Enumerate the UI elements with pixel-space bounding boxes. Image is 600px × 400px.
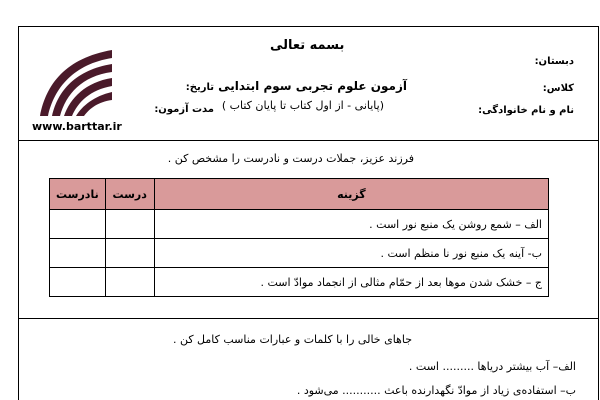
option-column-header: گزینه bbox=[154, 179, 548, 210]
exam-title: آزمون علوم تجربی سوم ابتدایی bbox=[218, 79, 407, 93]
barttar-logo bbox=[36, 44, 116, 124]
statement-cell: ب- آینه یک منبع نور نا منظم است . bbox=[154, 239, 548, 268]
fill-blank-item: ب– استفاده‌ی زیاد از موادّ نگهدارنده باعث ........... می‌شود . bbox=[296, 384, 576, 397]
statement-cell: ج – خشک شدن موها بعد از حمّام مثالی از انجماد موادّ است . bbox=[154, 268, 548, 297]
correct-answer-cell[interactable] bbox=[105, 268, 154, 297]
school-label: دبستان: bbox=[534, 56, 574, 67]
incorrect-answer-cell[interactable] bbox=[50, 239, 106, 268]
section2-instruction: جاهای خالی را با کلمات و عبارات مناسب کامل کن . bbox=[172, 333, 412, 346]
exam-scope: (پایانی - از اول کتاب تا پایان کتاب ) bbox=[221, 99, 384, 112]
correct-answer-cell[interactable] bbox=[105, 210, 154, 239]
incorrect-answer-cell[interactable] bbox=[50, 210, 106, 239]
duration-label: مدت آزمون: bbox=[154, 104, 214, 115]
bismillah: بسمه تعالی bbox=[270, 38, 345, 53]
table-row bbox=[50, 268, 549, 297]
true-false-table bbox=[49, 178, 549, 297]
table-header-row bbox=[50, 179, 549, 210]
header-divider bbox=[18, 140, 599, 141]
statement-cell: الف – شمع روشن یک منبع نور است . bbox=[154, 210, 548, 239]
correct-answer-cell[interactable] bbox=[105, 239, 154, 268]
correct-column-header: درست bbox=[105, 179, 154, 210]
incorrect-answer-cell[interactable] bbox=[50, 268, 106, 297]
website-url: www.barttar.ir bbox=[32, 120, 122, 133]
incorrect-column-header: نادرست bbox=[50, 179, 106, 210]
class-label: کلاس: bbox=[542, 83, 574, 94]
name-label: نام و نام خانوادگی: bbox=[478, 105, 574, 116]
table-row bbox=[50, 210, 549, 239]
date-label: تاریخ: bbox=[185, 82, 214, 93]
fill-blank-item: الف– آب بیشتر دریاها ......... است . bbox=[408, 360, 576, 373]
section-divider bbox=[18, 318, 599, 319]
table-row bbox=[50, 239, 549, 268]
section1-instruction: فرزند عزیز، جملات درست و نادرست را مشخص کن . bbox=[167, 152, 414, 165]
